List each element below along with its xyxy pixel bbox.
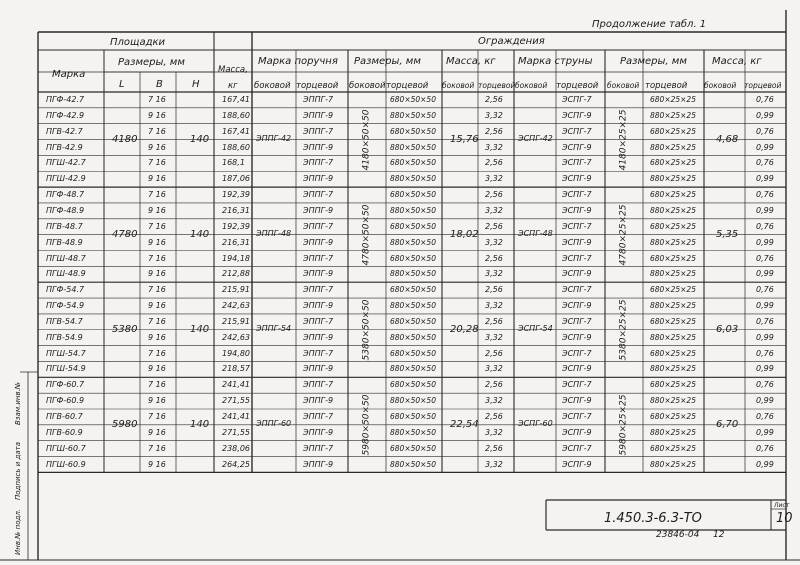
string-end-mass: 0,76: [756, 126, 774, 136]
row-mass: 188,60: [222, 110, 250, 120]
rail-end-size: 680×50×50: [390, 126, 436, 136]
row-mass: 168,1: [222, 158, 245, 168]
L-header: L: [119, 79, 125, 90]
row-mark: ПГШ-54.7: [46, 348, 86, 358]
rail-end-mark: ЭППГ-7: [303, 253, 334, 263]
string-side-mark: ЭСПГ-60: [518, 418, 553, 428]
rail-end-mass: 2,56: [485, 348, 503, 358]
group-height: 140: [190, 228, 210, 240]
string-end-size: 880×25×25: [650, 174, 696, 184]
row-mark: ПГФ-48.7: [46, 190, 85, 200]
string-end-mark: ЭСПГ-7: [562, 316, 592, 326]
rail-end-mass: 2,56: [485, 126, 503, 136]
string-end-mass: 0,76: [756, 285, 774, 295]
row-mass: 194,80: [222, 348, 250, 358]
rail-end-mark: ЭППГ-9: [303, 396, 334, 406]
rail-end-size: 680×50×50: [390, 285, 436, 295]
rail-end-size: 880×50×50: [390, 396, 436, 406]
rail-end-mass: 3,32: [485, 269, 503, 279]
string-end-mark: ЭСПГ-9: [562, 364, 592, 374]
string-side-size: 5980×25×25: [618, 394, 629, 456]
rail-side-size: 5980×50×50: [361, 394, 372, 456]
string-end-mass: 0,76: [756, 253, 774, 263]
mass-header-1: Масса,: [218, 65, 248, 75]
rail-side-mark: ЭППГ-60: [256, 418, 292, 428]
rail-end-mass: 2,56: [485, 253, 503, 263]
rail-end-size: 880×50×50: [390, 174, 436, 184]
rail-end-size: 680×50×50: [390, 316, 436, 326]
row-mark: ПГВ-48.7: [46, 221, 83, 231]
rail-end-size: 680×50×50: [390, 253, 436, 263]
row-width: 7 16: [148, 126, 166, 136]
rail-end-mass: 2,56: [485, 158, 503, 168]
row-mark: ПГШ-48.9: [46, 269, 86, 279]
row-width: 9 16: [148, 332, 166, 342]
row-width: 9 16: [148, 364, 166, 374]
row-width: 7 16: [148, 316, 166, 326]
rail-side-mass: 15,76: [450, 133, 479, 145]
rail-side-mark: ЭППГ-48: [256, 228, 292, 238]
rail-end-mass: 3,32: [485, 142, 503, 152]
rail-end-mark: ЭППГ-7: [303, 285, 334, 295]
rail-end-mass: 2,56: [485, 285, 503, 295]
row-width: 9 16: [148, 301, 166, 311]
rail-end-mark: ЭППГ-9: [303, 332, 334, 342]
string-end-mass: 0,99: [756, 364, 774, 374]
row-width: 7 16: [148, 190, 166, 200]
rail-end-size: 680×50×50: [390, 348, 436, 358]
string-end-mark: ЭСПГ-7: [562, 412, 592, 421]
row-mark: ПГШ-60.9: [46, 459, 86, 469]
string-end-mass: 0,99: [756, 237, 774, 247]
rail-mass-header: Масса, кг: [446, 56, 496, 67]
group-height: 140: [190, 133, 210, 145]
end-subheader: торцевой: [556, 81, 599, 91]
string-end-size: 680×25×25: [650, 316, 696, 326]
rail-end-size: 680×50×50: [390, 380, 436, 390]
row-mass: 242,63: [222, 332, 250, 342]
string-end-size: 880×25×25: [650, 301, 696, 311]
string-end-size: 880×25×25: [650, 459, 696, 469]
rail-end-mass: 2,56: [485, 190, 503, 200]
row-width: 7 16: [148, 285, 166, 295]
rail-end-size: 880×50×50: [390, 364, 436, 374]
string-end-size: 680×25×25: [650, 348, 696, 358]
inv-orig-label: Инв.№ подл.: [14, 508, 22, 555]
rail-end-mark: ЭППГ-9: [303, 269, 334, 279]
string-sizes-header: Размеры, мм: [620, 56, 687, 67]
side-subheader: боковой: [704, 81, 737, 90]
group-length: 5380: [112, 323, 138, 335]
rail-end-size: 680×50×50: [390, 412, 436, 421]
end-subheader: торцевой: [296, 81, 339, 91]
string-end-mass: 0,99: [756, 174, 774, 184]
rail-end-mass: 3,32: [485, 110, 503, 120]
row-mass: 271,55: [222, 427, 250, 437]
sheet-label: Лист: [774, 502, 790, 509]
rail-end-mass: 2,56: [485, 221, 503, 231]
row-mass: 264,25: [222, 459, 250, 469]
rail-sizes-header: Размеры, мм: [354, 56, 421, 67]
string-end-mass: 0,76: [756, 443, 774, 453]
rail-end-mark: ЭППГ-9: [303, 237, 334, 247]
string-end-mass: 0,76: [756, 158, 774, 168]
row-mark: ПГШ-42.9: [46, 174, 86, 184]
rail-end-mark: ЭППГ-7: [303, 158, 334, 168]
string-end-mark: ЭСПГ-9: [562, 459, 592, 469]
string-side-mark: ЭСПГ-54: [518, 323, 553, 333]
string-side-mass: 6,70: [716, 418, 739, 430]
row-mass: 192,39: [222, 221, 250, 231]
sheet-number: 10: [776, 511, 793, 526]
end-subheader: торцевой: [386, 81, 429, 91]
string-end-mass: 0,76: [756, 348, 774, 358]
mark-header: Марка: [52, 69, 86, 80]
string-end-size: 680×25×25: [650, 95, 696, 104]
row-mass: 167,41: [222, 126, 250, 136]
row-mass: 215,91: [222, 285, 250, 295]
string-end-mark: ЭСПГ-9: [562, 205, 592, 215]
side-subheader: боковой: [607, 81, 640, 90]
row-mass: 216,31: [222, 237, 250, 247]
row-mass: 241,41: [222, 412, 250, 421]
side-subheader: боковой: [349, 81, 386, 91]
row-width: 7 16: [148, 95, 166, 104]
side-subheader: боковой: [442, 81, 475, 90]
row-width: 9 16: [148, 427, 166, 437]
string-end-size: 880×25×25: [650, 237, 696, 247]
rail-end-mass: 3,32: [485, 205, 503, 215]
rail-end-mark: ЭППГ-7: [303, 221, 334, 231]
rail-side-mass: 18,02: [450, 228, 479, 240]
string-end-mark: ЭСПГ-7: [562, 443, 592, 453]
row-mark: ПГВ-60.9: [46, 427, 83, 437]
string-end-size: 680×25×25: [650, 412, 696, 421]
rail-end-mark: ЭППГ-7: [303, 190, 334, 200]
rail-end-size: 680×50×50: [390, 190, 436, 200]
rail-end-size: 880×50×50: [390, 427, 436, 437]
row-mark: ПГШ-48.7: [46, 253, 86, 263]
string-end-size: 880×25×25: [650, 205, 696, 215]
string-end-mass: 0,99: [756, 110, 774, 120]
string-end-size: 680×25×25: [650, 190, 696, 200]
string-end-mark: ЭСПГ-7: [562, 190, 592, 200]
rail-end-size: 680×50×50: [390, 95, 436, 104]
string-end-size: 880×25×25: [650, 269, 696, 279]
rail-end-size: 880×50×50: [390, 142, 436, 152]
string-end-size: 680×25×25: [650, 253, 696, 263]
row-width: 9 16: [148, 110, 166, 120]
row-width: 7 16: [148, 158, 166, 168]
row-mass: 212,88: [222, 269, 250, 279]
string-end-size: 680×25×25: [650, 221, 696, 231]
rail-side-mark: ЭППГ-42: [256, 133, 292, 143]
string-end-mark: ЭСПГ-9: [562, 142, 592, 152]
row-mark: ПГВ-60.7: [46, 412, 83, 421]
row-width: 9 16: [148, 459, 166, 469]
row-width: 9 16: [148, 142, 166, 152]
string-end-mass: 0,99: [756, 142, 774, 152]
rail-end-mark: ЭППГ-7: [303, 95, 334, 104]
row-mark: ПГФ-42.9: [46, 110, 85, 120]
string-end-size: 880×25×25: [650, 332, 696, 342]
end-subheader: торцевой: [744, 81, 782, 90]
rail-side-size: 4180×50×50: [361, 109, 372, 170]
string-end-mass: 0,76: [756, 95, 774, 104]
rail-end-mark: ЭППГ-9: [303, 459, 334, 469]
platforms-header: Площадки: [110, 37, 166, 48]
row-mark: ПГФ-60.7: [46, 380, 85, 390]
string-end-mark: ЭСПГ-9: [562, 174, 592, 184]
string-end-mark: ЭСПГ-7: [562, 348, 592, 358]
row-mark: ПГВ-42.9: [46, 142, 83, 152]
string-end-mass: 0,76: [756, 316, 774, 326]
string-end-mass: 0,99: [756, 205, 774, 215]
string-end-mass: 0,99: [756, 459, 774, 469]
side-subheader: боковой: [515, 81, 548, 90]
rail-side-mass: 22,54: [450, 418, 479, 430]
rail-end-size: 880×50×50: [390, 237, 436, 247]
string-side-size: 5380×25×25: [618, 299, 629, 361]
end-subheader: торцевой: [645, 81, 688, 91]
footer-number: 12: [713, 530, 725, 540]
string-end-mass: 0,76: [756, 380, 774, 390]
rail-end-mass: 3,32: [485, 364, 503, 374]
string-end-size: 680×25×25: [650, 126, 696, 136]
rail-end-size: 680×50×50: [390, 221, 436, 231]
rail-end-size: 880×50×50: [390, 205, 436, 215]
row-mark: ПГВ-42.7: [46, 126, 83, 136]
rail-end-mark: ЭППГ-7: [303, 443, 334, 453]
rail-end-mark: ЭППГ-9: [303, 205, 334, 215]
rail-side-size: 5380×50×50: [361, 299, 372, 361]
rail-end-mass: 3,32: [485, 301, 503, 311]
string-side-size: 4780×25×25: [618, 204, 629, 266]
group-height: 140: [190, 418, 210, 430]
string-end-mark: ЭСПГ-7: [562, 221, 592, 231]
rail-end-mark: ЭППГ-7: [303, 316, 334, 326]
string-end-size: 880×25×25: [650, 364, 696, 374]
row-width: 7 16: [148, 253, 166, 263]
string-end-size: 680×25×25: [650, 380, 696, 390]
rail-end-mass: 2,56: [485, 316, 503, 326]
H-header: H: [192, 79, 200, 90]
row-mass: 242,63: [222, 301, 250, 311]
sign-date-label: Подпись и дата: [14, 442, 22, 500]
row-mark: ПГФ-48.9: [46, 205, 85, 215]
row-mark: ПГШ-54.9: [46, 364, 86, 374]
row-width: 7 16: [148, 380, 166, 390]
rail-side-mark: ЭППГ-54: [256, 323, 292, 333]
string-end-mark: ЭСПГ-7: [562, 95, 592, 104]
string-end-mark: ЭСПГ-7: [562, 126, 592, 136]
group-length: 4780: [112, 228, 138, 240]
string-end-mark: ЭСПГ-9: [562, 301, 592, 311]
string-side-size: 4180×25×25: [618, 109, 629, 170]
rail-end-mark: ЭППГ-9: [303, 142, 334, 152]
rail-end-size: 880×50×50: [390, 269, 436, 279]
rail-end-mark: ЭППГ-7: [303, 380, 334, 390]
row-mark: ПГВ-48.9: [46, 237, 83, 247]
row-mark: ПГФ-42.7: [46, 95, 85, 104]
row-mark: ПГВ-54.9: [46, 332, 83, 342]
string-end-mark: ЭСПГ-9: [562, 332, 592, 342]
end-subheader: торцевой: [478, 81, 516, 90]
rail-end-size: 680×50×50: [390, 158, 436, 168]
string-end-mark: ЭСПГ-7: [562, 158, 592, 168]
string-side-mark: ЭСПГ-42: [518, 133, 553, 143]
row-width: 9 16: [148, 269, 166, 279]
string-end-mark: ЭСПГ-9: [562, 269, 592, 279]
string-end-size: 880×25×25: [650, 142, 696, 152]
rail-end-mark: ЭППГ-9: [303, 301, 334, 311]
rail-end-mass: 3,32: [485, 332, 503, 342]
row-mass: 241,41: [222, 380, 250, 390]
row-mark: ПГФ-60.9: [46, 396, 85, 406]
rail-mark-header: Марка поручня: [258, 56, 338, 67]
string-end-mass: 0,76: [756, 190, 774, 200]
rail-end-size: 880×50×50: [390, 332, 436, 342]
string-side-mass: 5,35: [716, 228, 739, 240]
row-mass: 167,41: [222, 95, 250, 104]
document-code: 1.450.3-6.3-ТО: [604, 511, 702, 526]
row-mass: 192,39: [222, 190, 250, 200]
string-end-mark: ЭСПГ-9: [562, 427, 592, 437]
rail-end-mass: 3,32: [485, 459, 503, 469]
string-mass-header: Масса, кг: [712, 56, 762, 67]
rail-end-mass: 2,56: [485, 380, 503, 390]
string-end-size: 680×25×25: [650, 158, 696, 168]
row-mass: 188,60: [222, 142, 250, 152]
row-width: 9 16: [148, 205, 166, 215]
string-side-mass: 6,03: [716, 323, 739, 335]
string-end-size: 880×25×25: [650, 427, 696, 437]
row-width: 9 16: [148, 396, 166, 406]
row-mass: 218,57: [222, 364, 250, 374]
string-end-mass: 0,99: [756, 396, 774, 406]
string-mark-header: Марка струны: [518, 56, 593, 67]
rail-end-mass: 2,56: [485, 95, 503, 104]
rail-end-size: 880×50×50: [390, 110, 436, 120]
row-width: 7 16: [148, 443, 166, 453]
rail-end-mark: ЭППГ-9: [303, 364, 334, 374]
rail-end-mark: ЭППГ-7: [303, 126, 334, 136]
string-end-mark: ЭСПГ-7: [562, 285, 592, 295]
row-width: 9 16: [148, 174, 166, 184]
row-mark: ПГФ-54.9: [46, 301, 85, 311]
group-length: 4180: [112, 133, 138, 145]
B-header: B: [156, 79, 163, 90]
row-mass: 187,06: [222, 174, 250, 184]
row-mass: 238,06: [222, 443, 250, 453]
row-mark: ПГФ-54.7: [46, 285, 85, 295]
row-mark: ПГШ-60.7: [46, 443, 86, 453]
row-mass: 271,55: [222, 396, 250, 406]
string-end-mass: 0,76: [756, 412, 774, 421]
group-height: 140: [190, 323, 210, 335]
rail-end-mass: 3,32: [485, 427, 503, 437]
row-mark: ПГШ-42.7: [46, 158, 86, 168]
rail-end-mass: 3,32: [485, 396, 503, 406]
side-subheader: боковой: [254, 81, 291, 91]
string-end-mark: ЭСПГ-7: [562, 253, 592, 263]
string-end-mark: ЭСПГ-9: [562, 237, 592, 247]
string-end-size: 880×25×25: [650, 396, 696, 406]
rail-end-mark: ЭППГ-9: [303, 427, 334, 437]
row-mark: ПГВ-54.7: [46, 316, 83, 326]
sizes-header: Размеры, мм: [118, 57, 185, 68]
continuation-note: Продолжение табл. 1: [592, 19, 707, 30]
string-end-mark: ЭСПГ-9: [562, 396, 592, 406]
rail-end-mass: 3,32: [485, 237, 503, 247]
string-end-mass: 0,99: [756, 332, 774, 342]
rail-side-mass: 20,28: [450, 323, 479, 335]
mass-header-2: кг: [228, 81, 238, 91]
row-mass: 215,91: [222, 316, 250, 326]
row-mass: 194,18: [222, 253, 250, 263]
string-side-mass: 4,68: [716, 133, 739, 145]
rail-end-mass: 2,56: [485, 443, 503, 453]
rail-end-mass: 2,56: [485, 412, 503, 421]
row-width: 7 16: [148, 348, 166, 358]
string-end-size: 680×25×25: [650, 443, 696, 453]
rail-end-mass: 3,32: [485, 174, 503, 184]
string-end-size: 880×25×25: [650, 110, 696, 120]
string-end-mark: ЭСПГ-7: [562, 380, 592, 390]
rail-end-size: 680×50×50: [390, 443, 436, 453]
string-end-mass: 0,99: [756, 269, 774, 279]
inv-dup-label: Взам.инв.№: [14, 381, 22, 425]
group-length: 5980: [112, 418, 138, 430]
rail-end-size: 880×50×50: [390, 459, 436, 469]
string-side-mark: ЭСПГ-48: [518, 228, 553, 238]
rail-end-mark: ЭППГ-7: [303, 412, 334, 421]
row-width: 9 16: [148, 237, 166, 247]
string-end-mark: ЭСПГ-9: [562, 110, 592, 120]
row-width: 7 16: [148, 412, 166, 421]
row-width: 7 16: [148, 221, 166, 231]
fencing-header: Ограждения: [478, 36, 545, 47]
rail-end-mark: ЭППГ-9: [303, 174, 334, 184]
rail-end-mark: ЭППГ-7: [303, 348, 334, 358]
footer-code: 23846-04: [656, 530, 700, 540]
rail-end-size: 880×50×50: [390, 301, 436, 311]
string-end-mass: 0,99: [756, 427, 774, 437]
string-end-size: 680×25×25: [650, 285, 696, 295]
row-mass: 216,31: [222, 205, 250, 215]
string-end-mass: 0,99: [756, 301, 774, 311]
string-end-mass: 0,76: [756, 221, 774, 231]
rail-end-mark: ЭППГ-9: [303, 110, 334, 120]
rail-side-size: 4780×50×50: [361, 204, 372, 266]
